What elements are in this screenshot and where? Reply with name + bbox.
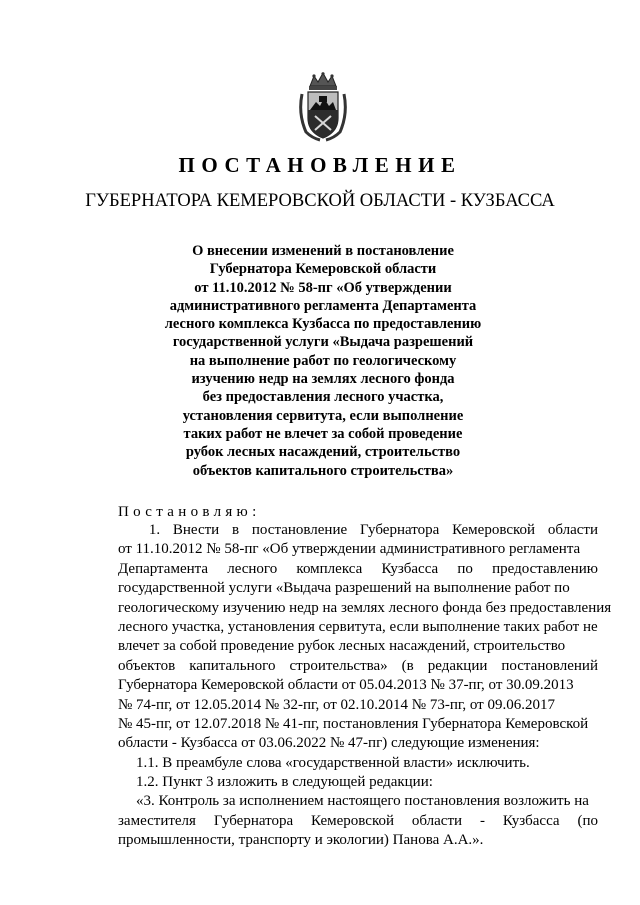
title-line: объектов капитального строительства» — [192, 462, 454, 479]
paragraph-3-line: промышленности, транспорту и экологии) Панова А.А.». — [118, 832, 484, 849]
word: Губернатора — [359, 522, 440, 538]
word: лесного — [227, 560, 278, 577]
paragraph-1-line: геологическому изучению недр на землях лесного фонда без предоставления — [118, 599, 612, 616]
word: комплекса — [296, 560, 363, 577]
word: строительства» — [289, 657, 388, 674]
word: редакции — [427, 657, 488, 674]
paragraph-1-line: влечет за собой проведение рубок лесных насаждений, строительство — [118, 638, 566, 655]
paragraph-1-line: государственной услуги «Выдача разрешений на выполнение работ по — [118, 580, 570, 597]
paragraph-1-line: лесного участка, установления сервитута, если выполнение таких работ не — [118, 618, 598, 635]
paragraph-1-line: № 74-пг, от 12.05.2014 № 32-пг, от 02.10.2014 № 73-пг, от 09.06.2017 — [118, 696, 555, 713]
paragraph-1-line — [118, 560, 598, 579]
document-body — [118, 521, 612, 851]
word: объектов — [118, 657, 176, 674]
word: постановлений — [501, 657, 598, 674]
paragraph-1-line: от 11.10.2012 № 58-пг «Об утверждении административного регламента — [118, 541, 581, 558]
title-line: изучению недр на землях лесного фонда — [191, 371, 455, 388]
title-line: на выполнение работ по геологическому — [189, 352, 457, 369]
word: - — [479, 812, 485, 829]
word: области — [411, 812, 463, 829]
paragraph-1-line — [118, 657, 598, 676]
title-line: таких работ не влечет за собой проведение — [183, 425, 463, 442]
title-line: административного регламента Департамента — [169, 297, 477, 314]
document-type-heading: ПОСТАНОВЛЕНИЕ — [178, 153, 462, 177]
word: Внести — [172, 522, 220, 538]
word: в — [232, 522, 240, 538]
title-line: О внесении изменений в постановление — [192, 243, 454, 259]
paragraph-1-line: Губернатора Кемеровской области от 05.04.2013 № 37-пг, от 30.09.2013 — [118, 677, 574, 694]
preamble-text: Постановляю: — [118, 504, 261, 520]
word: капитального — [189, 657, 276, 674]
word: Департамента — [118, 560, 209, 577]
title-line: от 11.10.2012 № 58-пг «Об утверждении — [194, 279, 452, 296]
issuer-heading: ГУБЕРНАТОРА КЕМЕРОВСКОЙ ОБЛАСТИ - КУЗБАССА — [85, 191, 555, 211]
title-line: Губернатора Кемеровской области — [209, 261, 437, 278]
paragraph-1-line: № 45-пг, от 12.07.2018 № 41-пг, постановления Губернатора Кемеровской — [118, 715, 589, 732]
title-line: государственной услуги «Выдача разрешений — [172, 334, 474, 351]
word: (в — [401, 657, 414, 674]
paragraph-1-2: 1.2. Пункт 3 изложить в следующей редакции: — [136, 774, 433, 791]
word: по — [457, 560, 473, 577]
word: предоставлению — [492, 560, 598, 577]
word: Губернатора — [213, 812, 294, 829]
word: постановление — [251, 522, 348, 538]
word: 1. — [148, 522, 161, 538]
paragraph-1-line — [118, 521, 598, 540]
word: Кемеровской — [311, 812, 394, 829]
paragraph-3-line — [118, 812, 598, 831]
title-line: рубок лесных насаждений, строительство — [185, 444, 461, 461]
paragraph-3-line: «3. Контроль за исполнением настоящего постановления возложить на — [136, 793, 589, 810]
title-line: установления сервитута, если выполнение — [182, 407, 464, 424]
word: Кемеровской — [452, 522, 536, 538]
word: области — [547, 522, 598, 538]
paragraph-1-1: 1.1. В преамбуле слова «государственной власти» исключить. — [136, 754, 530, 771]
title-line: без предоставления лесного участка, — [202, 389, 444, 406]
coat-of-arms-emblem — [296, 72, 350, 144]
word: (по — [577, 812, 598, 829]
word: Кузбасса — [381, 560, 439, 577]
title-line: лесного комплекса Кузбасса по предоставлению — [164, 316, 482, 333]
document-title — [140, 242, 506, 480]
word: заместителя — [118, 812, 196, 829]
paragraph-1-line: области - Кузбасса от 03.06.2022 № 47-пг) следующие изменения: — [118, 735, 540, 752]
word: Кузбасса — [502, 812, 560, 829]
